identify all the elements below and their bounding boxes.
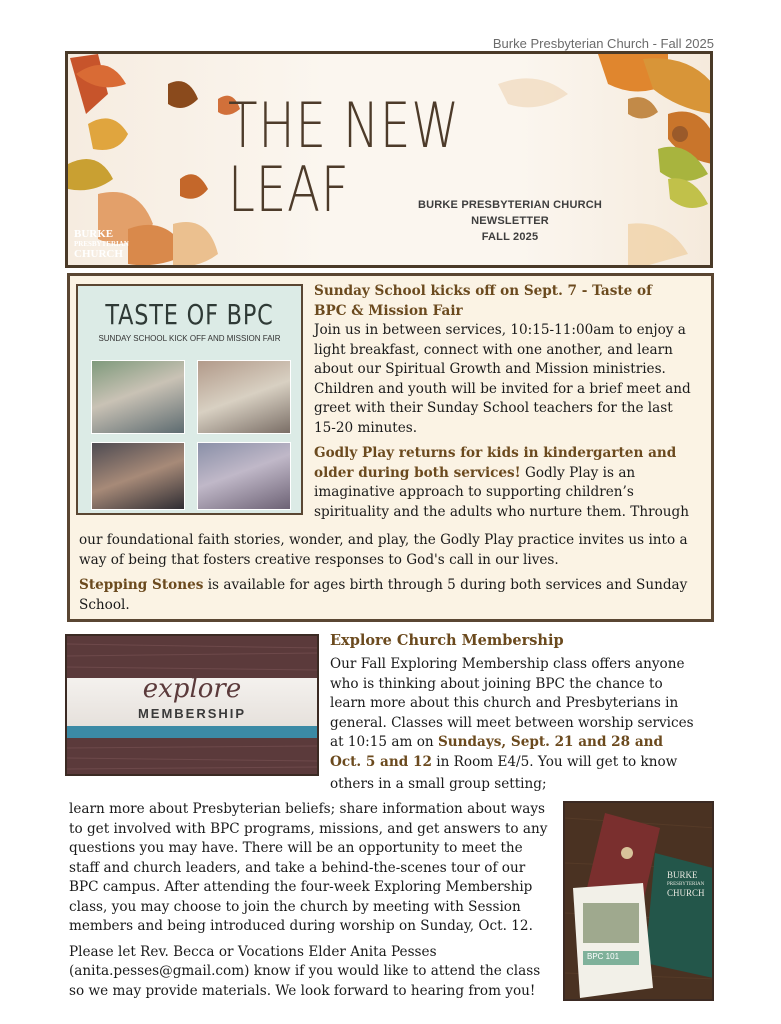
church-logo: BURKE PRESBYTERIAN CHURCH: [74, 228, 129, 260]
booklets-illustration: [565, 803, 714, 1001]
membership-booklets-photo: [563, 801, 714, 1001]
body-line: questions you may have. There will be an opportunity to meet the: [69, 840, 523, 856]
body-line: imaginative approach to supporting children’s: [314, 484, 634, 500]
newsletter-header-line: Burke Presbyterian Church - Fall 2025: [492, 36, 714, 51]
title-line-2: LEAF: [228, 153, 350, 226]
sunday-school-text: [314, 282, 691, 522]
taste-image-subtitle: SUNDAY SCHOOL KICK OFF AND MISSION FAIR: [98, 334, 281, 343]
booklet-logo: BURKE PRESBYTERIAN CHURCH: [667, 870, 705, 898]
taste-image-title: TASTE OF BPC: [105, 298, 274, 331]
event-photo: [197, 360, 291, 434]
body-line: at 10:15 am on: [330, 734, 438, 750]
body-line: to get involved with BPC programs, missions, and get answers to any: [69, 820, 548, 837]
membership-heading: Explore Church Membership: [330, 632, 564, 649]
body-line: way of being that fosters creative responses to God's call in our lives.: [79, 551, 559, 568]
explore-membership-image: [65, 634, 319, 776]
body-line: BPC campus. After attending the four-week Exploring Membership: [69, 879, 533, 895]
blue-strip: [67, 726, 317, 738]
sunday-school-heading-2: BPC & Mission Fair: [314, 302, 463, 319]
body-line: spirituality and the adults who nurture them. Through: [314, 503, 689, 520]
body-line: general. Classes will meet between worship services: [330, 714, 694, 731]
body-line: Join us in between services, 10:15-11:00am to enjoy a: [314, 322, 686, 338]
taste-of-bpc-image: [76, 284, 303, 515]
membership-text-right: [330, 655, 694, 772]
body-line: our foundational faith stories, wonder, and play, the Godly Play practice invites us into a: [79, 532, 688, 548]
body-line: School.: [79, 596, 130, 613]
event-photo: [91, 442, 185, 510]
event-photo: [197, 442, 291, 510]
membership-word: MEMBERSHIP: [137, 706, 247, 721]
membership-text-left: [69, 800, 559, 1001]
body-line: is available for ages birth through 5 during both services and Sunday: [203, 577, 688, 593]
class-dates: Oct. 5 and 12: [330, 753, 432, 770]
body-line: in Room E4/5. You will get to know: [431, 753, 678, 770]
sunday-school-full-width-text: [79, 531, 709, 615]
contact-line: Please let Rev. Becca or Vocations Elder Anita Pesses: [69, 943, 437, 960]
contact-line: (anita.pesses@gmail.com) know if you would like to attend the class: [69, 963, 541, 979]
body-line: members and being introduced during worship on Sunday, Oct. 12.: [69, 918, 533, 934]
explore-word: explore: [142, 674, 242, 704]
body-line: learn more about Presbyterian beliefs; share information about ways: [69, 801, 546, 817]
godly-play-heading-1: Godly Play returns for kids in kindergarten and: [314, 445, 677, 461]
body-line: others in a small group setting;: [330, 776, 547, 792]
body-line: who is thinking about joining BPC the chance to: [330, 675, 663, 692]
body-line: light breakfast, connect with one another, and learn: [314, 341, 673, 358]
sunday-school-heading-1: Sunday School kicks off on Sept. 7 - Taste of: [314, 283, 652, 299]
stepping-stones-heading: Stepping Stones: [79, 577, 204, 593]
godly-play-heading-2: older during both services!: [314, 464, 521, 481]
subtitle-line-2: FALL 2025: [481, 231, 539, 243]
newsletter-subtitle: [380, 197, 640, 245]
body-line: Our Fall Exploring Membership class offers anyone: [330, 656, 685, 672]
body-line: staff and church leaders, and take a behind-the-scenes tour of our: [69, 859, 526, 876]
contact-line: so we may provide materials. We look forward to hearing from you!: [69, 982, 536, 999]
body-line: class, you may choose to join the church by meeting with Session: [69, 898, 521, 915]
newsletter-banner: [65, 51, 713, 268]
body-line: 15-20 minutes.: [314, 419, 418, 436]
sunday-school-section: [67, 273, 714, 622]
body-line: about our Spiritual Growth and Mission ministries.: [314, 361, 666, 377]
body-line: Children and youth will be invited for a brief meet and: [314, 380, 691, 397]
membership-text-line7: [330, 775, 547, 795]
body-line: Godly Play is an: [520, 464, 636, 481]
subtitle-line-1: BURKE PRESBYTERIAN CHURCH NEWSLETTER: [417, 199, 603, 227]
body-line: greet with their Sunday School teachers for the last: [314, 400, 673, 416]
class-dates: Sundays, Sept. 21 and 28 and: [437, 734, 664, 750]
booklet-label: BPC 101: [587, 952, 620, 961]
body-line: learn more about this church and Presbyterians in: [330, 695, 679, 711]
title-line-1: THE NEW: [228, 89, 460, 162]
event-photo: [91, 360, 185, 434]
